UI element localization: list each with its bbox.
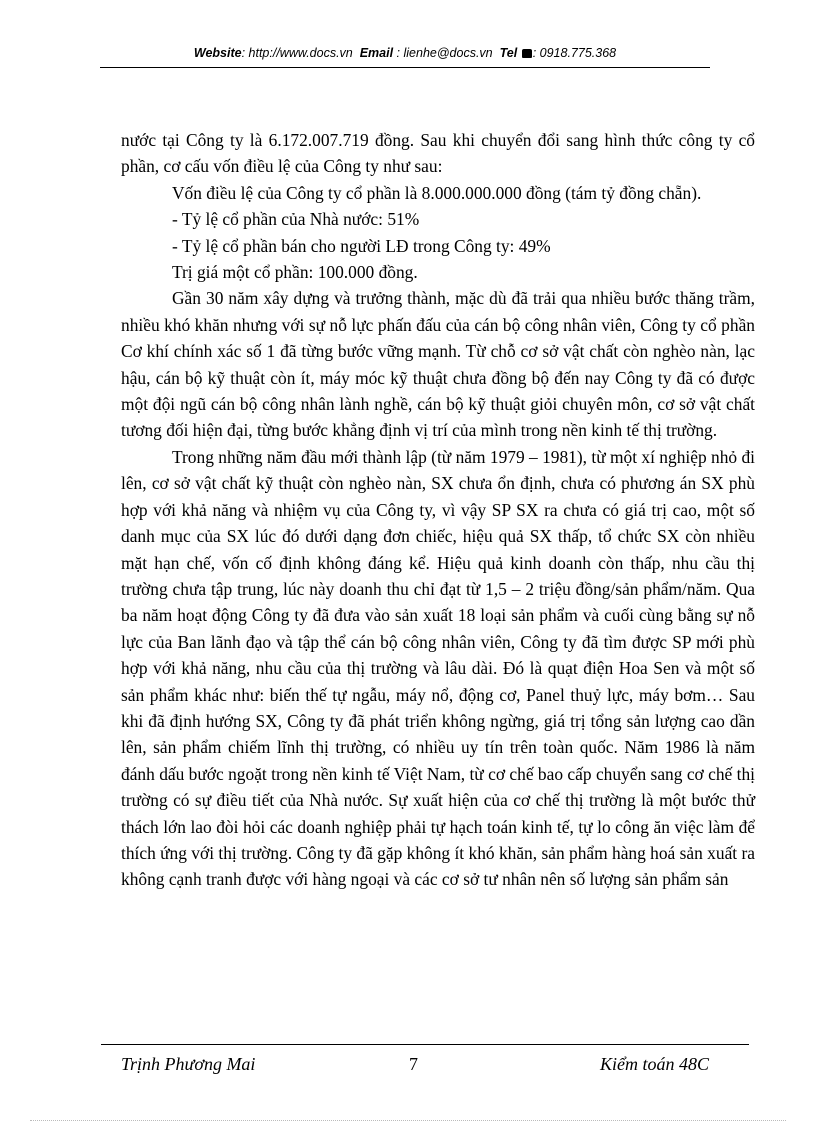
page-header <box>100 46 710 60</box>
website-label: Website <box>193 46 242 60</box>
paragraph-2: Vốn điều lệ của Công ty cổ phần là 8.000.000.000 đồng (tám tỷ đồng chẵn). <box>172 182 702 203</box>
paragraph-3: - Tỷ lệ cổ phần của Nhà nước: 51% <box>172 209 420 230</box>
footer-class: Kiểm toán 48C <box>600 1054 710 1074</box>
page-number: 7 <box>409 1054 418 1074</box>
email-label: Email <box>359 46 394 60</box>
paragraph-7: Trong những năm đầu mới thành lập (từ năm 1979 – 1981), từ một xí nghiệp nhỏ đi lên, cơ sở vật chất kỹ thuật còn nghèo nàn, SX chưa ổn định, chưa có phương án SX phù hợp với khả năng và nhiệm vụ của Công ty, vì vậy SP SX ra chưa có giá trị cao, một số danh mục của SX lúc đó dưới dạng đơn chiếc, hiệu quả SX thấp, tổ chức SX còn nhiều mặt hạn chế, vốn cố định không đáng kể. Hiệu quả kinh doanh còn thấp, nhu cầu thị trường chưa tập trung, lúc này doanh thu chỉ đạt từ 1,5 – 2 triệu đồng/sản phẩm/năm. Qua ba năm hoạt động Công ty đã đưa vào sản xuất 18 loại sản phẩm và cuối cùng bằng sự nỗ lực của Ban lãnh đạo và tập thể cán bộ công nhân viên, Công ty đã tìm được SP mới phù hợp với khả năng, nhu cầu của thị trường và lâu dài. Đó là quạt điện Hoa Sen và một số sản phẩm khác như: biến thế tự ngẫu, máy nổ, động cơ, Panel thuỷ lực, máy bơm… Sau khi đã định hướng SX, Công ty đã phát triển không ngừng, giá trị tổng sản lượng cao dần lên, sản phẩm chiếm lĩnh thị trường, có nhiều uy tín trên toàn quốc. Năm 1986 là năm đánh dấu bước ngoặt trong nền kinh tế Việt Nam, từ cơ chế bao cấp chuyển sang cơ chế thị trường có sự điều tiết của Nhà nước. Sự xuất hiện của cơ chế thị trường là một bước thử thách lớn lao đòi hỏi các doanh nghiệp phải tự hạch toán kinh tế, tự lo công ăn việc làm để thích ứng với thị trường. Công ty đã gặp không ít khó khăn, sản phẩm hàng hoá sản xuất ra không cạnh tranh được với hàng ngoại và các cơ sở tư nhân nên số lượng sản phẩm sản <box>121 446 755 890</box>
document-body <box>121 127 755 893</box>
website-value: : http://www.docs.vn <box>241 46 353 60</box>
footer-divider <box>101 1044 749 1045</box>
paragraph-6: Gần 30 năm xây dựng và trưởng thành, mặc dù đã trải qua nhiều bước thăng trầm, nhiều khó khăn nhưng với sự nỗ lực phấn đấu của cán bộ công nhân viên, Công ty cổ phần Cơ khí chính xác số 1 đã từng bước vững mạnh. Từ chỗ cơ sở vật chất còn nghèo nàn, lạc hậu, cán bộ kỹ thuật còn ít, máy móc kỹ thuật chưa đồng bộ đến nay Công ty đã có được một đội ngũ cán bộ công nhân lành nghề, cán bộ kỹ thuật giỏi chuyên môn, cơ sở vật chất tương đối hiện đại, từng bước khẳng định vị trí của mình trong nền kinh tế thị trường. <box>121 288 755 441</box>
tel-value: : 0918.775.368 <box>532 46 617 60</box>
footer-author: Trịnh Phương Mai <box>121 1054 256 1074</box>
paragraph-4: - Tỷ lệ cổ phần bán cho người LĐ trong Công ty: 49% <box>172 235 551 256</box>
tel-label: Tel <box>499 46 518 60</box>
phone-icon <box>522 49 532 58</box>
paragraph-5: Trị giá một cổ phần: 100.000 đồng. <box>172 262 418 283</box>
page-bottom-border <box>30 1120 786 1121</box>
email-value: : lienhe@docs.vn <box>393 46 493 60</box>
header-divider <box>100 67 710 68</box>
paragraph-1: nước tại Công ty là 6.172.007.719 đồng. Sau khi chuyển đổi sang hình thức công ty cổ phần, cơ cấu vốn điều lệ của Công ty như sau: <box>121 130 755 177</box>
